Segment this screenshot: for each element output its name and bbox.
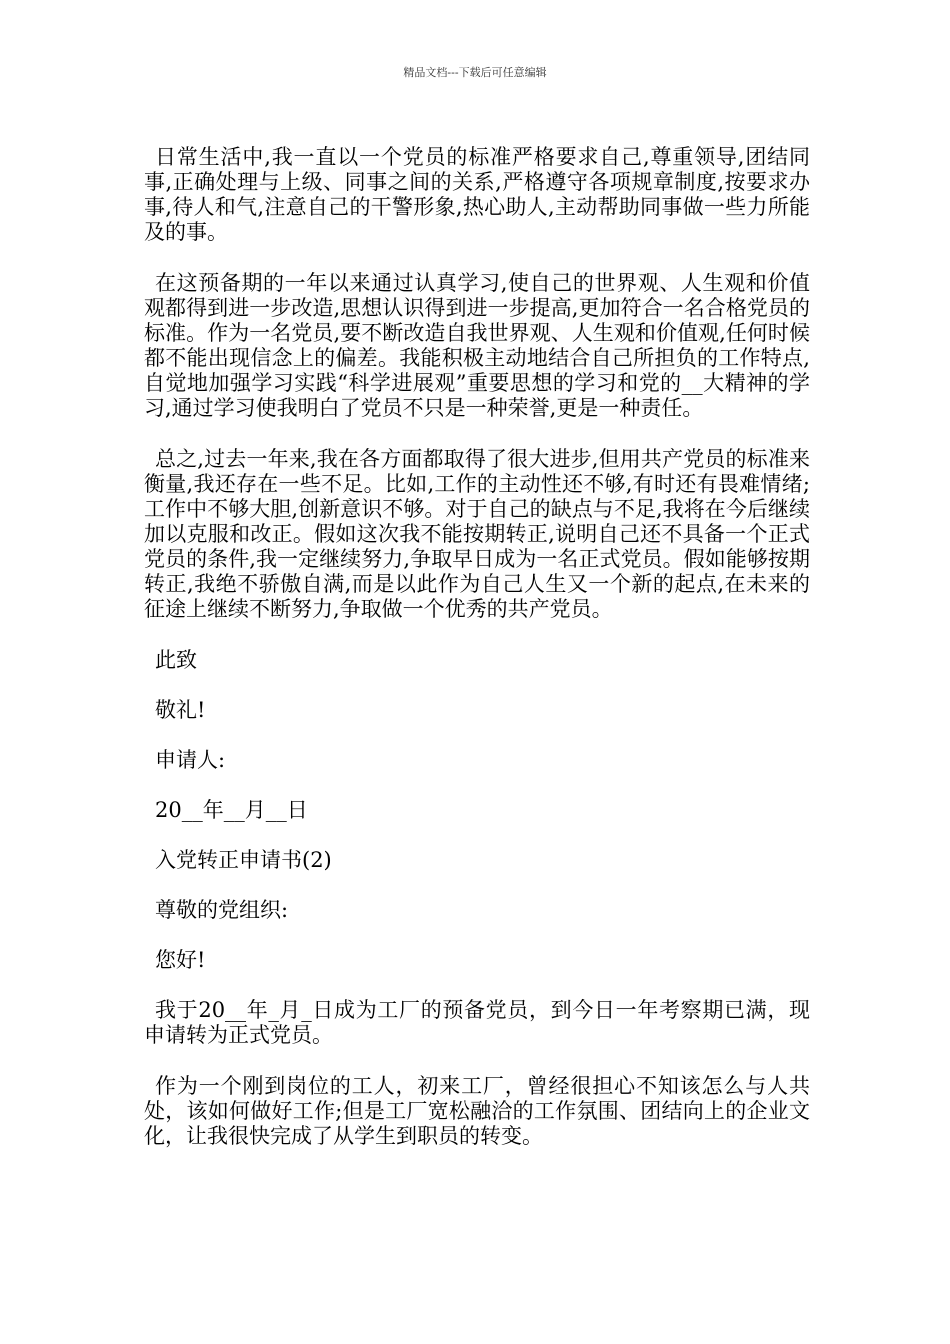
page-header: 精品文档---下载后可任意编辑 [403,66,547,79]
date-line: 20__年__月__日 [155,798,308,822]
salute-line: 敬礼! [155,698,206,722]
paragraph-summary: 总之,过去一年来,我在各方面都取得了很大进步,但用共产党员的标准来衡量,我还存在一些不足。比如,工作的主动性还不够,有时还有畏难情绪;工作中不够大胆,创新意识不够。对于自己的缺点与不足,我将在今后继续加以克服和改正。假如这次我不能按期转正,说明自己还不具备一个正式党员的条件,我一定继续努力,争取早日成为一名正式党员。假如能够按期转正,我绝不骄傲自满,而是以此作为自己人生又一个新的起点,在未来的征途上继续不断努力,争取做一个优秀的共产党员。 [144,447,810,621]
applicant-line: 申请人: [155,748,226,772]
greeting-recipient: 尊敬的党组织: [155,898,289,922]
section-title: 入党转正申请书(2) [155,848,332,872]
paragraph-daily-conduct: 日常生活中,我一直以一个党员的标准严格要求自己,尊重领导,团结同事,正确处理与上级、同事之间的关系,严格遵守各项规章制度,按要求办事,待人和气,注意自己的干警形象,热心助人,主动帮助同事做一些力所能及的事。 [144,145,810,244]
document-body [144,145,810,1175]
paragraph-probation-study: 在这预备期的一年以来通过认真学习,使自己的世界观、人生观和价值观都得到进一步改造,思想认识得到进一步提高,更加符合一名合格党员的标准。作为一名党员,要不断改造自我世界观、人生观和价值观,任何时候都不能出现信念上的偏差。我能积极主动地结合自己所担负的工作特点,自觉地加强学习实践“科学进展观”重要思想的学习和党的__大精神的学习,通过学习使我明白了党员不只是一种荣誉,更是一种责任。 [144,271,810,420]
paragraph-new-worker: 作为一个刚到岗位的工人，初来工厂，曾经很担心不知该怎么与人共处，该如何做好工作;但是工厂宽松融洽的工作氛围、团结向上的企业文化，让我很快完成了从学生到职员的转变。 [144,1074,810,1148]
paragraph-application-statement: 我于20__年_月_日成为工厂的预备党员，到今日一年考察期已满，现申请转为正式党员。 [144,998,810,1047]
greeting-hello: 您好! [155,948,206,972]
closing-line: 此致 [155,648,197,672]
